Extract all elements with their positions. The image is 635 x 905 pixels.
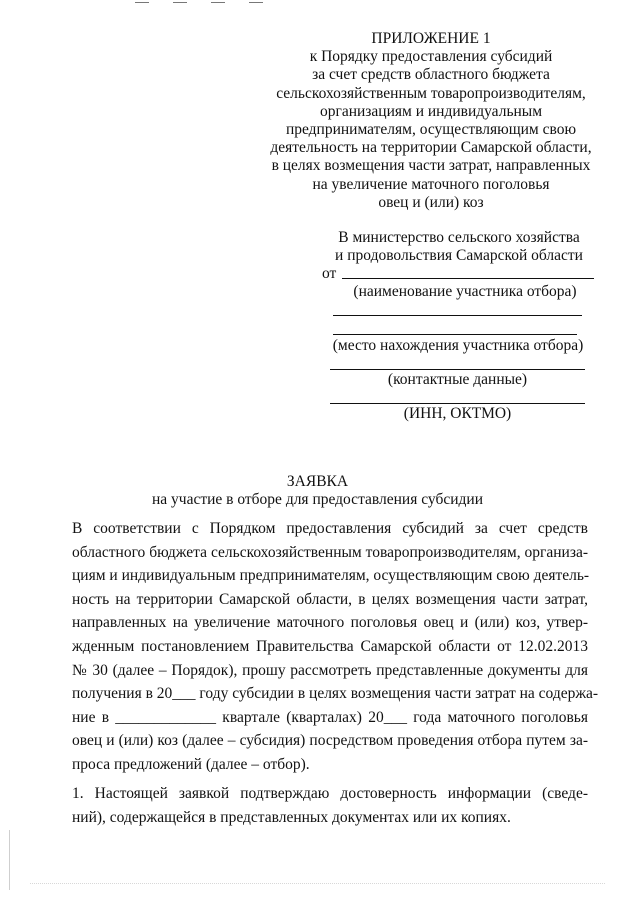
from-field[interactable]: [322, 265, 594, 283]
text-line: проса предложений (далее – отбор).: [72, 755, 310, 773]
text-line: В соответствии с Порядком предоставления субсидий за счет средств: [72, 520, 588, 537]
application-title: ЗАЯВКА: [286, 473, 349, 490]
appendix-title: ПРИЛОЖЕНИЕ 1: [371, 30, 491, 47]
text-line: № 30 (далее – Порядок), прошу рассмотреть представленные документы для: [72, 661, 588, 679]
text-line: областного бюджета сельскохозяйственным товаропроизводителям, организа-: [72, 543, 588, 561]
appendix-line: в целях возмещения части затрат, направленных: [271, 157, 591, 175]
appendix-header: [262, 30, 600, 212]
body-paragraph-1: [72, 517, 599, 777]
appendix-line: сельскохозяйственным товаропроизводителям,: [276, 84, 586, 102]
scan-artifact-marks: [135, 2, 263, 3]
text-line: направленных на увеличение маточного поголовья овец и (или) коз, утвер-: [72, 614, 588, 632]
appendix-line: овец и (или) коз: [378, 193, 484, 211]
inn-oktmo-line[interactable]: [330, 403, 585, 404]
from-underline: [342, 278, 594, 279]
appendix-line: деятельность на территории Самарской области,: [270, 139, 592, 157]
text-line: овец и (или) коз (далее – субсидия) посредством проведения отбора путем за-: [72, 732, 588, 750]
text-line: циям и индивидуальным предпринимателям, осуществляющим свою деятель-: [72, 567, 590, 585]
text-line: 1. Настоящей заявкой подтверждаю достоверность информации (сведе-: [72, 785, 588, 802]
recipient-block: [318, 229, 600, 265]
text-line: ний), содержащейся в представленных документах или их копиях.: [72, 808, 511, 826]
from-label: от: [322, 265, 337, 282]
recipient-line-1: В министерство сельского хозяйства: [338, 229, 580, 246]
inn-oktmo-caption: (ИНН, ОКТМО): [403, 405, 512, 422]
text-line: ность на территории Самарской области, в целях возмещения части затрат,: [72, 590, 588, 608]
appendix-line: на увеличение маточного поголовья: [312, 175, 550, 193]
application-subtitle: на участие в отборе для предоставления субсидии: [151, 491, 483, 508]
scan-bottom-artifact: [30, 882, 605, 884]
location-line-2[interactable]: [333, 334, 577, 335]
contact-data-caption: (контактные данные): [387, 371, 528, 388]
participant-name-caption: (наименование участника отбора): [353, 283, 577, 300]
text-line: жденным постановлением Правительства Самарской области от 12.02.2013: [72, 637, 588, 655]
appendix-line: предпринимателям, осуществляющим свою: [285, 121, 577, 139]
scan-margin-edge: [9, 830, 10, 890]
appendix-line: за счет средств областного бюджета: [312, 66, 550, 84]
appendix-line: к Порядку предоставления субсидий: [309, 48, 553, 66]
recipient-line-2: и продовольствия Самарской области: [335, 247, 583, 264]
text-line: ние в _____________ квартале (кварталах) 20___ года маточного поголовья: [72, 708, 588, 726]
contact-line[interactable]: [330, 369, 585, 370]
appendix-line: организациям и индивидуальным: [319, 102, 543, 120]
body-paragraph-2: [72, 782, 588, 829]
text-line: получения в 20___ году субсидии в целях возмещения части затрат на содержа-: [72, 685, 599, 703]
participant-location-caption: (место нахождения участника отбора): [332, 337, 584, 354]
location-line-1[interactable]: [333, 315, 582, 316]
